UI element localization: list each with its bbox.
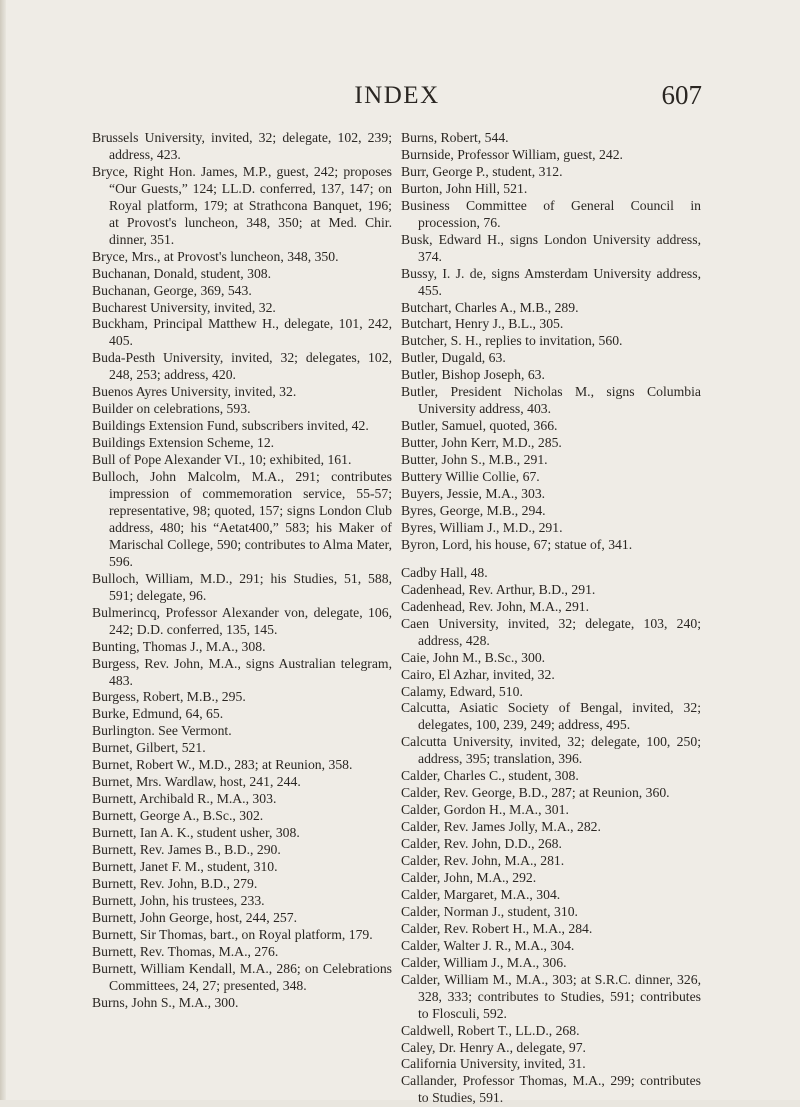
index-entry: Byron, Lord, his house, 67; statue of, 341. xyxy=(401,536,633,552)
index-entry: Buildings Extension Fund, subscribers invited, 42. xyxy=(92,418,369,434)
index-entry: Burnet, Mrs. Wardlaw, host, 241, 244. xyxy=(92,774,301,790)
index-entry: Burnet, Gilbert, 521. xyxy=(92,740,206,756)
index-entry: Brussels University, invited, 32; delegate, 102, 239; address, 423. xyxy=(92,130,392,162)
index-entry: Butchart, Henry J., B.L., 305. xyxy=(401,316,564,332)
index-entry: Bulloch, William, M.D., 291; his Studies, 51, 588, 591; delegate, 96. xyxy=(92,570,392,603)
page-header xyxy=(92,82,702,122)
index-entry: Buchanan, Donald, student, 308. xyxy=(92,265,272,281)
letter-section-gap xyxy=(401,554,701,565)
index-entry: Buyers, Jessie, M.A., 303. xyxy=(401,486,546,502)
index-entry: Buttery Willie Collie, 67. xyxy=(401,469,540,485)
index-entry: Byres, George, M.B., 294. xyxy=(401,502,546,518)
index-entry: Burnett, Ian A. K., student usher, 308. xyxy=(92,825,300,841)
index-entry: Calder, Gordon H., M.A., 301. xyxy=(401,802,569,818)
index-entry: Burns, John S., M.A., 300. xyxy=(92,994,239,1010)
index-entry: Butler, President Nicholas M., signs Columbia University address, 403. xyxy=(401,384,701,417)
page-title: INDEX xyxy=(354,82,440,109)
index-entry: Bryce, Mrs., at Provost's luncheon, 348, 350. xyxy=(92,248,339,264)
index-entry: Burgess, Rev. John, M.A., signs Australian telegram, 483. xyxy=(92,655,392,688)
index-entry: Burnett, Rev. James B., B.D., 290. xyxy=(92,842,281,858)
index-entry: Burnett, Archibald R., M.A., 303. xyxy=(92,791,277,807)
index-column-right xyxy=(401,130,701,1107)
index-entry: Calamy, Edward, 510. xyxy=(401,683,523,699)
index-entry: Calcutta University, invited, 32; delegate, 100, 250; address, 395; translation, 396. xyxy=(401,734,701,767)
index-entry: Calder, Margaret, M.A., 304. xyxy=(401,886,561,902)
index-entry: Burnet, Robert W., M.D., 283; at Reunion, 358. xyxy=(92,757,353,773)
index-entry: Butter, John S., M.B., 291. xyxy=(401,452,548,468)
index-entry: Butler, Dugald, 63. xyxy=(401,350,506,366)
index-entry: Calder, Norman J., student, 310. xyxy=(401,903,578,919)
index-entry: Butler, Samuel, quoted, 366. xyxy=(401,418,558,434)
index-entry: Caldwell, Robert T., LL.D., 268. xyxy=(401,1022,580,1038)
index-entry: Burnett, Rev. John, B.D., 279. xyxy=(92,875,258,891)
index-entry: Burnett, John, his trustees, 233. xyxy=(92,892,265,908)
index-entry: Builder on celebrations, 593. xyxy=(92,401,251,417)
index-entry: Butler, Bishop Joseph, 63. xyxy=(401,367,545,383)
index-entry: Calder, Charles C., student, 308. xyxy=(401,768,579,784)
index-entry: Bussy, I. J. de, signs Amsterdam University address, 455. xyxy=(401,265,701,298)
index-entry: Burlington. See Vermont. xyxy=(92,723,232,739)
index-entry: Calder, Walter J. R., M.A., 304. xyxy=(401,937,575,953)
index-entry: Burnett, Janet F. M., student, 310. xyxy=(92,858,278,874)
index-entry: Calder, John, M.A., 292. xyxy=(401,869,537,885)
index-entry: Bryce, Right Hon. James, M.P., guest, 242; proposes “Our Guests,” 124; LL.D. conferred, 137, 147; on Royal platform, 179; at Strathcona Banquet, 196; at Provost's luncheon, 348, 350; at Med. Chir. dinner, 351. xyxy=(92,163,392,247)
index-entry: Burnett, George A., B.Sc., 302. xyxy=(92,808,264,824)
index-entry: Buenos Ayres University, invited, 32. xyxy=(92,384,297,400)
index-entry: Burke, Edmund, 64, 65. xyxy=(92,706,224,722)
index-entry: Calder, William M., M.A., 303; at S.R.C. dinner, 326, 328, 333; contributes to Studies, 591; contributes to Flosculi, 592. xyxy=(401,971,701,1021)
index-entry: Buildings Extension Scheme, 12. xyxy=(92,435,275,451)
index-entry: Butchart, Charles A., M.B., 289. xyxy=(401,299,579,315)
index-entry: Burr, George P., student, 312. xyxy=(401,163,563,179)
book-gutter-shadow xyxy=(0,0,6,1100)
index-entry: Burnside, Professor William, guest, 242. xyxy=(401,146,623,162)
index-entry: Burton, John Hill, 521. xyxy=(401,180,528,196)
index-entry: Buchanan, George, 369, 543. xyxy=(92,282,252,298)
index-entry: Bucharest University, invited, 32. xyxy=(92,299,276,315)
index-entry: Burnett, John George, host, 244, 257. xyxy=(92,909,298,925)
index-entry: Butcher, S. H., replies to invitation, 560. xyxy=(401,333,623,349)
index-entry: Buda-Pesth University, invited, 32; delegates, 102, 248, 253; address, 420. xyxy=(92,350,392,383)
index-entry: Calder, Rev. George, B.D., 287; at Reunion, 360. xyxy=(401,785,670,801)
index-entry: Buckham, Principal Matthew H., delegate, 101, 242, 405. xyxy=(92,316,392,349)
index-entry: Caen University, invited, 32; delegate, 103, 240; address, 428. xyxy=(401,615,701,648)
index-entry: Burns, Robert, 544. xyxy=(401,130,509,145)
page-number: 607 xyxy=(661,80,702,110)
index-entry: Calder, Rev. John, M.A., 281. xyxy=(401,853,565,869)
index-entry: Calcutta, Asiatic Society of Bengal, invited, 32; delegates, 100, 239, 249; address, 495. xyxy=(401,700,701,733)
index-entry: Cadby Hall, 48. xyxy=(401,564,488,580)
index-entry: Calder, William J., M.A., 306. xyxy=(401,954,567,970)
index-entry: Caie, John M., B.Sc., 300. xyxy=(401,649,546,665)
index-entry: Calder, Rev. Robert H., M.A., 284. xyxy=(401,920,593,936)
index-entry: Burnett, Rev. Thomas, M.A., 276. xyxy=(92,943,279,959)
index-entry: Butter, John Kerr, M.D., 285. xyxy=(401,435,562,451)
index-entry: Caley, Dr. Henry A., delegate, 97. xyxy=(401,1039,586,1055)
index-entry: Byres, William J., M.D., 291. xyxy=(401,519,563,535)
index-entry: Calder, Rev. John, D.D., 268. xyxy=(401,836,562,852)
index-column-left xyxy=(92,130,392,1012)
index-entry: Calder, Rev. James Jolly, M.A., 282. xyxy=(401,819,601,835)
index-entry: Burnett, Sir Thomas, bart., on Royal platform, 179. xyxy=(92,926,373,942)
index-entry: Burgess, Robert, M.B., 295. xyxy=(92,689,246,705)
index-entry: Burnett, William Kendall, M.A., 286; on Celebrations Committees, 24, 27; presented, 348. xyxy=(92,960,392,993)
index-entry: Cairo, El Azhar, invited, 32. xyxy=(401,666,555,682)
index-entry: Cadenhead, Rev. John, M.A., 291. xyxy=(401,598,590,614)
index-entry: Cadenhead, Rev. Arthur, B.D., 291. xyxy=(401,581,596,597)
index-entry: Bulloch, John Malcolm, M.A., 291; contributes impression of commemoration service, 55-57; representative, 98; quoted, 157; signs London Club address, 480; his “Aetat400,” 583; his Maker of Marischal College, 590; contributes to Alma Mater, 596. xyxy=(92,469,392,569)
index-entry: Bulmerincq, Professor Alexander von, delegate, 106, 242; D.D. conferred, 135, 145. xyxy=(92,604,392,637)
index-entry: Callander, Professor Thomas, M.A., 299; contributes to Studies, 591. xyxy=(401,1073,701,1106)
index-entry: California University, invited, 31. xyxy=(401,1056,586,1072)
index-entry: Bunting, Thomas J., M.A., 308. xyxy=(92,638,266,654)
index-entry: Bull of Pope Alexander VI., 10; exhibited, 161. xyxy=(92,452,352,468)
index-entry: Business Committee of General Council in procession, 76. xyxy=(401,197,701,230)
index-entry: Busk, Edward H., signs London University address, 374. xyxy=(401,231,701,264)
